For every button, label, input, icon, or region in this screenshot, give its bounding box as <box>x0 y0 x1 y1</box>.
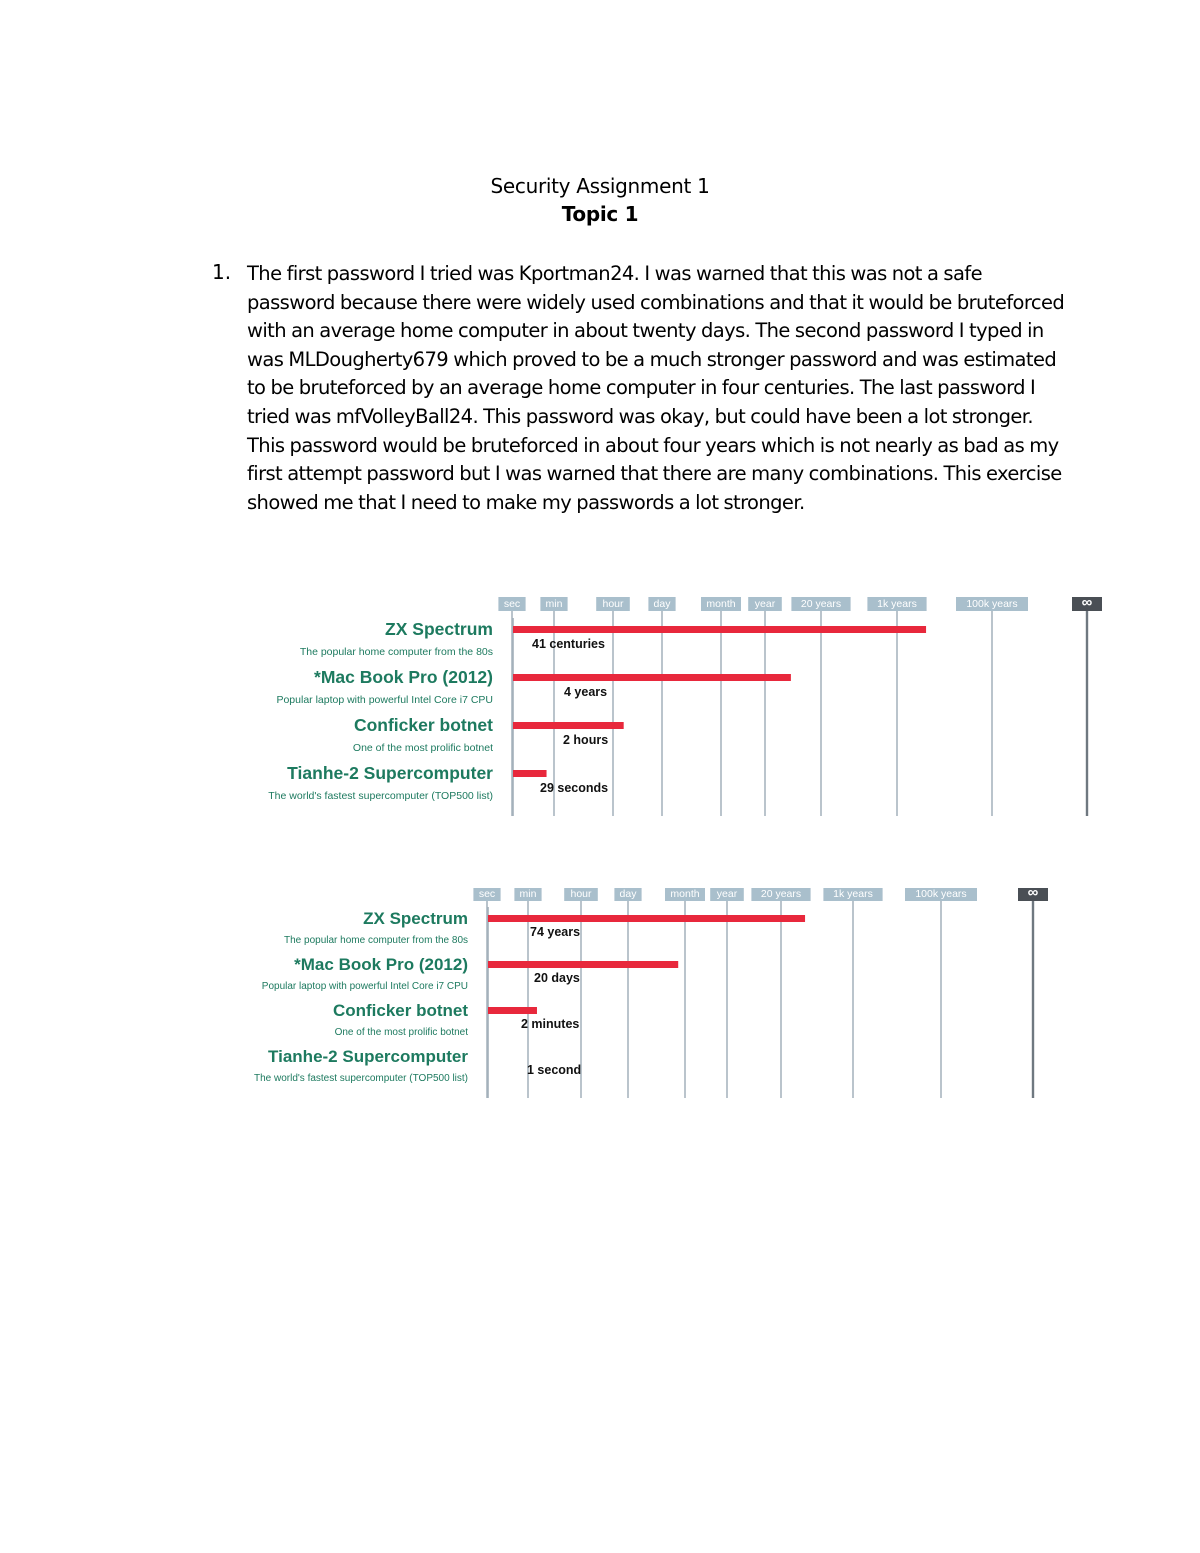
chart-category-desc: The popular home computer from the 80s <box>284 935 468 946</box>
chart-bar <box>513 674 791 681</box>
chart-tick-label: 1k years <box>833 888 873 900</box>
chart-tick-label: hour <box>570 888 592 900</box>
chart-bar <box>488 1007 537 1014</box>
chart-tick-label: month <box>670 888 700 900</box>
chart-tick-label: year <box>754 598 776 610</box>
chart-tick-label: ∞ <box>1081 594 1093 611</box>
chart-tick-label: 1k years <box>877 598 917 610</box>
chart-category-name: *Mac Book Pro (2012) <box>314 667 493 687</box>
chart-tick-label: sec <box>503 598 521 610</box>
password-crack-chart-1 <box>235 592 1115 820</box>
password-crack-chart-2 <box>225 882 1085 1104</box>
chart-category-name: Tianhe-2 Supercomputer <box>287 763 493 783</box>
list-number: 1. <box>212 260 232 284</box>
chart-bar <box>488 961 678 968</box>
chart-data-label: 29 seconds <box>540 781 609 795</box>
chart-tick-label: ∞ <box>1027 884 1039 901</box>
chart-category-desc: One of the most prolific botnet <box>352 742 493 754</box>
chart-category-name: ZX Spectrum <box>385 619 493 639</box>
chart-category-name: *Mac Book Pro (2012) <box>294 955 468 974</box>
chart-category-name: Conficker botnet <box>332 1001 468 1020</box>
chart-bar <box>513 626 926 633</box>
chart-1-canvas <box>235 592 1115 820</box>
chart-data-label: 74 years <box>530 925 581 939</box>
chart-tick-label: min <box>519 888 537 900</box>
chart-tick-label: min <box>545 598 563 610</box>
chart-tick-label: sec <box>478 888 496 900</box>
chart-category-name: Conficker botnet <box>353 715 493 735</box>
chart-data-label: 4 years <box>564 685 608 699</box>
chart-bar <box>488 915 805 922</box>
chart-bar <box>513 722 624 729</box>
chart-tick-label: 100k years <box>915 888 967 900</box>
chart-tick-label: month <box>706 598 736 610</box>
chart-tick-label: hour <box>602 598 624 610</box>
chart-tick-label: day <box>619 888 637 900</box>
chart-category-name: Tianhe-2 Supercomputer <box>268 1047 468 1066</box>
chart-data-label: 2 hours <box>563 733 609 747</box>
chart-tick-label: 20 years <box>760 888 802 900</box>
answer-paragraph: The first password I tried was Kportman24. I was warned that this was not a safe password because there were widely used combinations and that it would be bruteforced with an average home computer in about twenty days. The second password I typed in was MLDougherty679 which proved to be a much stronger password and was estimated to be bruteforced by an average home computer in four centuries. The last password I tried was mfVolleyBall24. This password was okay, but could have been a lot stronger. This password would be bruteforced in about four years which is not nearly as bad as my first attempt password but I was warned that there are many combinations. This exercise showed me that I need to make my passwords a lot stronger. <box>247 262 1065 514</box>
chart-bar <box>513 770 547 777</box>
chart-tick-label: 100k years <box>966 598 1018 610</box>
chart-category-desc: Popular laptop with powerful Intel Core i7 CPU <box>261 981 468 992</box>
chart-data-label: 2 minutes <box>521 1017 580 1031</box>
chart-category-desc: The popular home computer from the 80s <box>299 646 493 658</box>
document-title: Security Assignment 1 <box>490 174 710 198</box>
chart-data-label: 41 centuries <box>532 637 605 651</box>
chart-data-label: 20 days <box>534 971 580 985</box>
chart-category-desc: The world's fastest supercomputer (TOP500 list) <box>253 1073 468 1084</box>
chart-data-label: 1 second <box>527 1063 582 1077</box>
chart-2-canvas <box>225 882 1085 1104</box>
chart-category-desc: The world's fastest supercomputer (TOP500 list) <box>268 790 493 802</box>
chart-tick-label: year <box>716 888 738 900</box>
chart-category-name: ZX Spectrum <box>363 909 468 928</box>
chart-tick-label: day <box>653 598 671 610</box>
chart-category-desc: One of the most prolific botnet <box>334 1027 468 1038</box>
chart-category-desc: Popular laptop with powerful Intel Core i7 CPU <box>276 694 493 706</box>
chart-tick-label: 20 years <box>800 598 842 610</box>
document-subtitle: Topic 1 <box>561 202 639 226</box>
